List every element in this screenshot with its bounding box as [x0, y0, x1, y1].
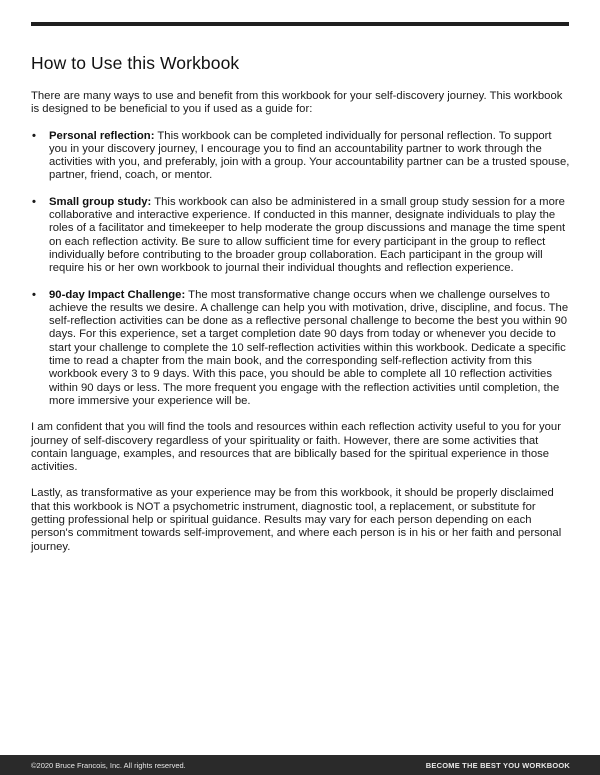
- page-content: [31, 90, 571, 567]
- intro-paragraph: There are many ways to use and benefit from this workbook for your self-discovery journey. This workbook is designed to be beneficial to you if used as a guide for:: [31, 90, 563, 116]
- confidence-paragraph: I am confident that you will find the tools and resources within each reflection activity useful to you for your journey of self-discovery regardless of your spirituality or faith. However, there are some activities that contain language, examples, and resources that are biblically based for the spiritual experience in those activities.: [31, 421, 561, 474]
- page-title: How to Use this Workbook: [31, 53, 240, 73]
- bullet-icon: •: [32, 195, 36, 208]
- top-divider: [31, 22, 569, 26]
- list-item-text: This workbook can also be administered in a small group study session for a more collaborative and interactive experience. If conducted in this manner, designate individuals to play the roles of a facilitator and timekeeper to help moderate the group discussions and manage the time spent on each reflection activity. Be sure to allow sufficient time for every participant in the group to reflect individually before contributing to the broader group collaboration. Each participant in the group will require his or her own workbook to journal their individual thoughts and reflection experience.: [49, 195, 566, 275]
- list-item-text: This workbook can be completed individually for personal reflection. To support you in your discovery journey, I encourage you to find an accountability partner to work through the activities with you, and preferably, join with a group. Your accountability partner can be a trusted spouse, partner, friend, coach, or mentor.: [49, 129, 570, 182]
- disclaimer-paragraph: Lastly, as transformative as your experience may be from this workbook, it should be properly disclaimed that this workbook is NOT a psychometric instrument, diagnostic tool, a replacement, or substitute for getting professional help or spiritual guidance. Results may vary for each person depending on each person's commitment towards self-improvement, and where each person is in his or her faith and personal journey.: [31, 487, 562, 553]
- list-item-heading: Personal reflection:: [49, 129, 155, 142]
- bullet-icon: •: [32, 288, 36, 301]
- bullet-icon: •: [32, 129, 36, 142]
- page-footer: [0, 755, 600, 775]
- usage-list: [31, 130, 571, 409]
- footer-book-title: BECOME THE BEST YOU WORKBOOK: [425, 761, 570, 770]
- list-item-text: The most transformative change occurs when we challenge ourselves to achieve the results we desire. A challenge can help you with motivation, drive, discipline, and focus. The self-reflection activities can be done as a reflective personal challenge to become the best you within 90 days. For this experience, set a target completion date 90 days from today or whenever you decide to start your challenge to complete the 10 self-reflection activities within this workbook. Dedicate a specific time to read a chapter from the main book, and the corresponding self-reflection activity from this workbook every 3 to 9 days. With this pace, you should be able to complete all 10 reflection activities within 90 days or less. The more frequent you engage with the reflection activities until completion, the more immersive your experience will be.: [49, 288, 569, 407]
- list-item-heading: 90-day Impact Challenge:: [49, 288, 186, 301]
- list-item-small-group-study: [31, 196, 571, 276]
- list-item-heading: Small group study:: [49, 195, 152, 208]
- copyright-text: ©2020 Bruce Francois, Inc. All rights reserved.: [31, 761, 186, 770]
- list-item-personal-reflection: [31, 130, 571, 183]
- list-item-90-day-challenge: [31, 289, 571, 409]
